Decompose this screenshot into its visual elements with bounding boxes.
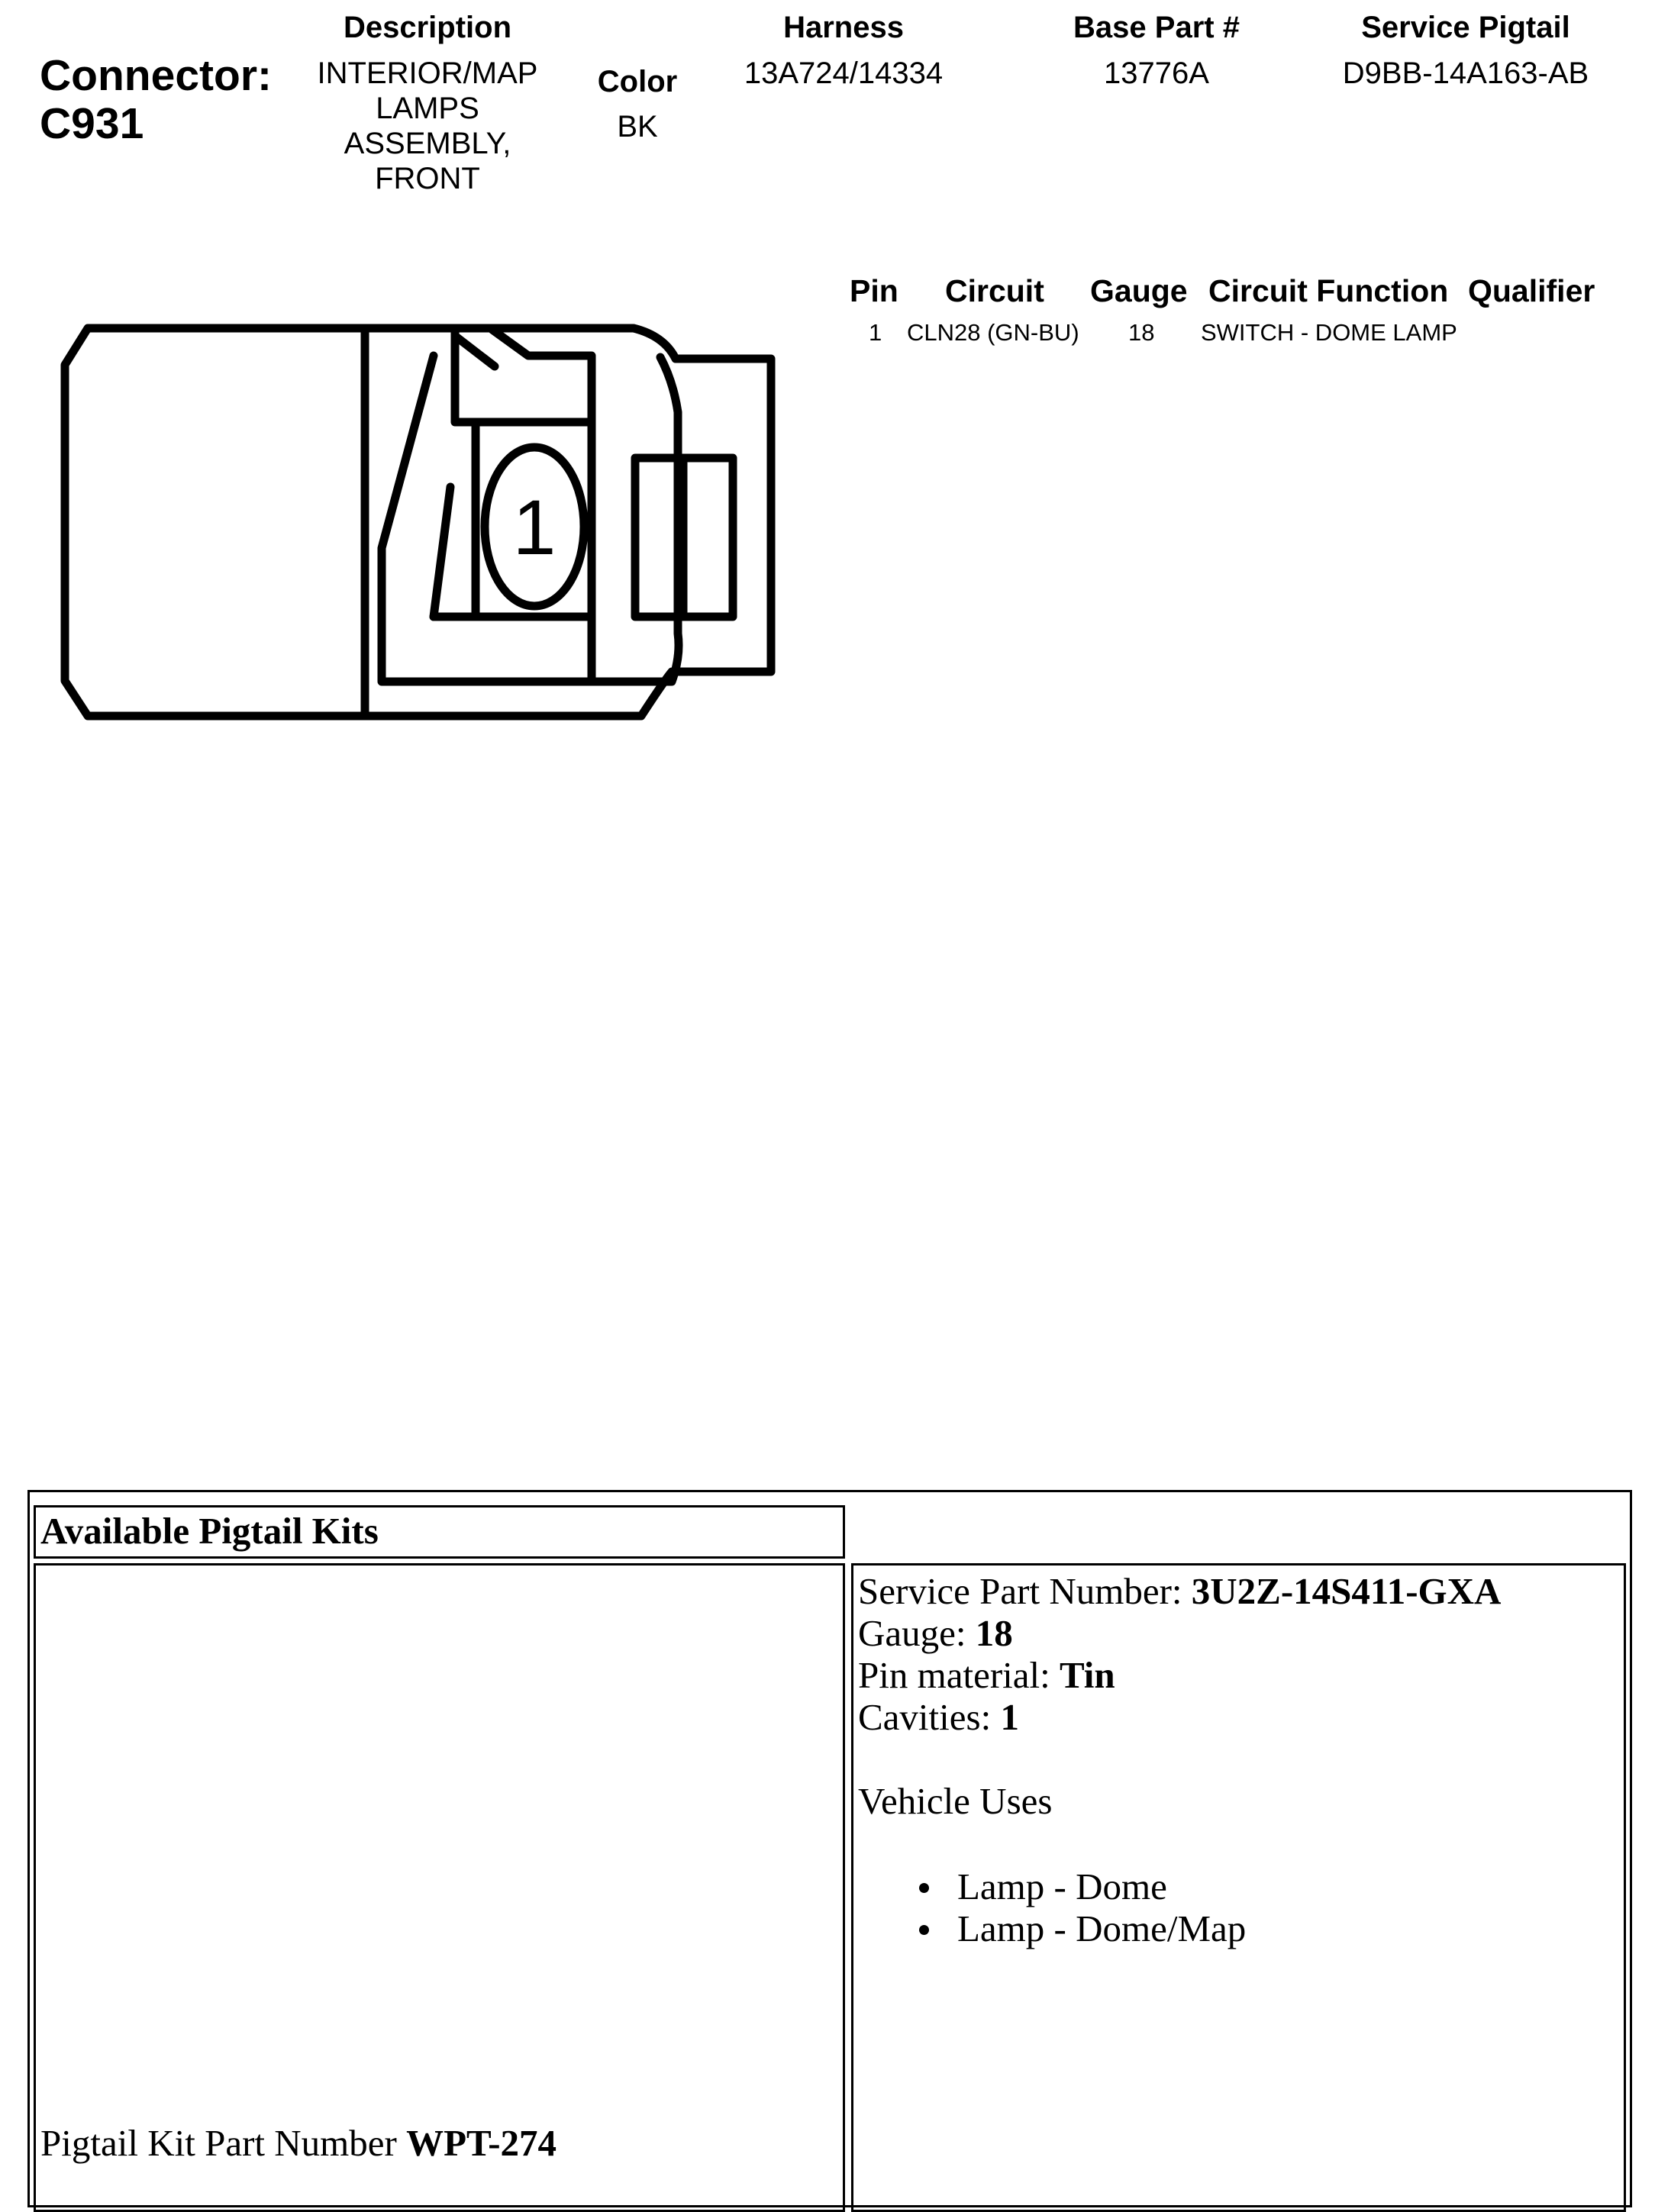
vehicle-uses-list — [919, 1865, 1624, 1949]
cavities-row: Cavities: 1 — [858, 1696, 1019, 1738]
service-part-number: Service Part Number: 3U2Z-14S411-GXA — [858, 1570, 1502, 1612]
service-pigtail-value: D9BB-14A163-AB — [1342, 56, 1589, 90]
kit-part-number — [40, 2122, 557, 2164]
gauge-column-header: Gauge — [1090, 273, 1188, 308]
kit-part-label: Pigtail Kit Part Number — [40, 2122, 407, 2164]
pigtail-kits-header-cell — [34, 1505, 845, 1559]
qualifier-column-header: Qualifier — [1468, 273, 1595, 308]
pin-material-row: Pin material: Tin — [858, 1654, 1115, 1696]
base-part-label: Base Part # — [1073, 11, 1240, 44]
cavities-value: 1 — [1000, 1696, 1019, 1738]
harness-value: 13A724/14334 — [744, 56, 944, 90]
service-part-value: 3U2Z-14S411-GXA — [1191, 1570, 1502, 1612]
gauge-spec-value: 18 — [975, 1612, 1013, 1654]
connector-face-diagram — [0, 0, 840, 763]
kit-part-value: WPT-274 — [406, 2122, 557, 2164]
pin-number: 1 — [869, 319, 882, 346]
pin-1-label: 1 — [512, 484, 557, 571]
circuit-column-header: Circuit — [945, 273, 1044, 308]
description-label: Description — [343, 11, 512, 44]
base-part-value: 13776A — [1104, 56, 1209, 90]
pin-material-value: Tin — [1060, 1654, 1115, 1696]
color-value: BK — [617, 110, 658, 143]
vehicle-use-item: Lamp - Dome/Map — [919, 1907, 1624, 1949]
pin-column-header: Pin — [850, 273, 898, 308]
description-value: INTERIOR/MAP LAMPS ASSEMBLY, FRONT — [317, 56, 538, 195]
circuit-function-column-header: Circuit Function — [1208, 273, 1449, 308]
connector-id: C931 — [40, 99, 144, 148]
gauge-row: Gauge: 18 — [858, 1612, 1013, 1654]
connector-housing-outline — [65, 328, 771, 716]
pigtail-image-cell — [34, 1563, 845, 2212]
service-pigtail-label: Service Pigtail — [1361, 11, 1570, 44]
harness-label: Harness — [783, 11, 904, 44]
vehicle-use-item: Lamp - Dome — [919, 1865, 1624, 1907]
pigtail-kits-title: Available Pigtail Kits — [40, 1510, 379, 1552]
connector-label: Connector: — [40, 51, 272, 100]
gauge-value: 18 — [1128, 319, 1155, 346]
circuit-function-value: SWITCH - DOME LAMP — [1201, 319, 1457, 346]
pigtail-details-cell — [851, 1563, 1626, 2212]
color-label: Color — [597, 65, 678, 98]
circuit-value: CLN28 (GN-BU) — [907, 319, 1079, 346]
latch-tab — [455, 330, 592, 422]
vehicle-uses-heading: Vehicle Uses — [858, 1780, 1053, 1822]
